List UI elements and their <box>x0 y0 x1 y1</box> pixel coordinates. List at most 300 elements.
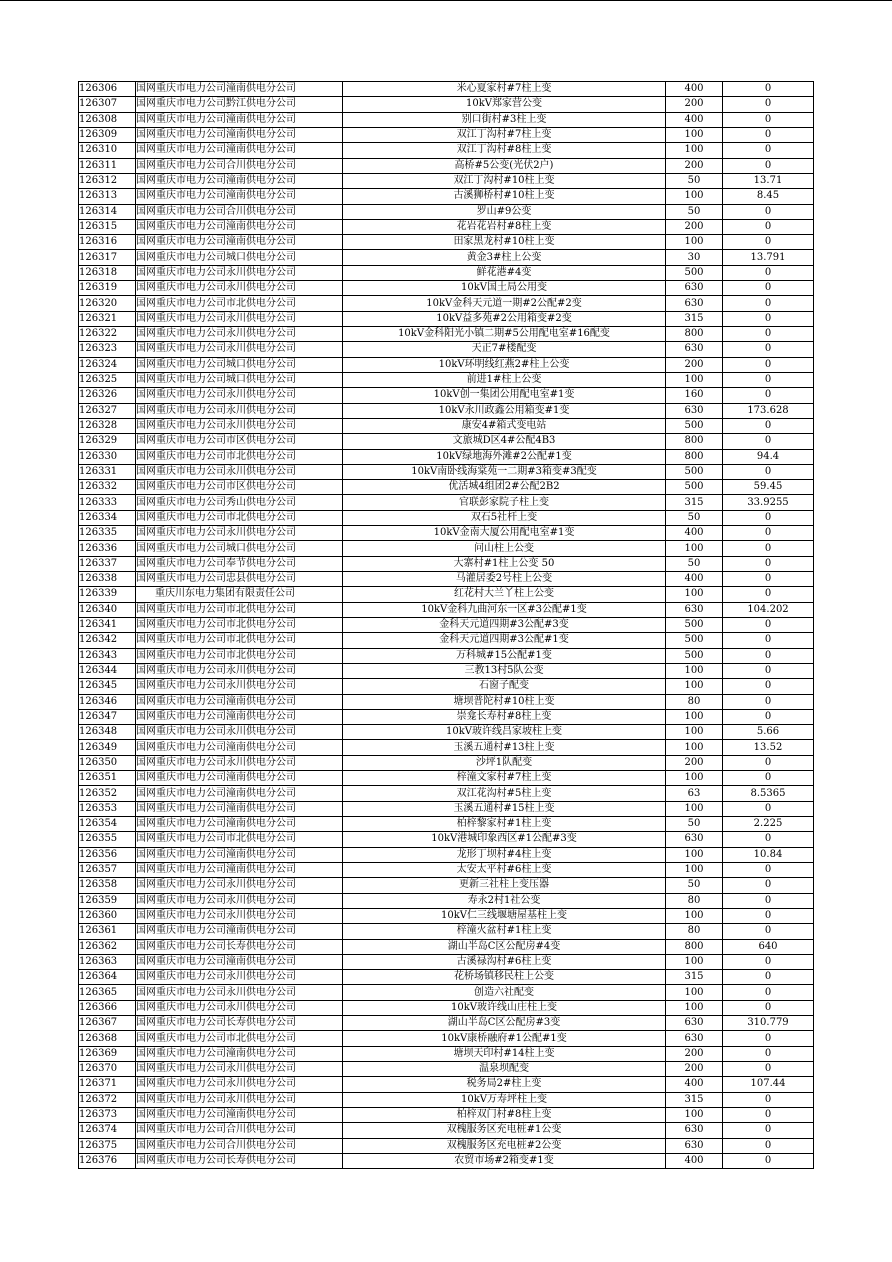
transformer-name-cell: 10kV永川政鑫公用箱变#1变 <box>343 403 666 418</box>
row-id-cell: 126361 <box>79 924 136 939</box>
capacity-cell: 100 <box>666 679 723 694</box>
row-id-cell: 126372 <box>79 1092 136 1107</box>
transformer-name-cell: 柏梓黎家村#1柱上变 <box>343 817 666 832</box>
table-row <box>79 1062 814 1077</box>
capacity-cell: 50 <box>666 510 723 525</box>
table-row <box>79 127 814 142</box>
capacity-cell: 200 <box>666 97 723 112</box>
row-id-cell: 126351 <box>79 771 136 786</box>
capacity-cell: 100 <box>666 862 723 877</box>
row-id-cell: 126321 <box>79 311 136 326</box>
value-cell: 0 <box>723 82 814 97</box>
row-id-cell: 126319 <box>79 281 136 296</box>
table-row <box>79 832 814 847</box>
company-cell: 国网重庆市电力公司潼南供电分公司 <box>136 924 343 939</box>
table-row <box>79 1138 814 1153</box>
value-cell: 0 <box>723 388 814 403</box>
value-cell: 0 <box>723 1107 814 1122</box>
table-row <box>79 158 814 173</box>
table-row <box>79 372 814 387</box>
company-cell: 国网重庆市电力公司黔江供电分公司 <box>136 97 343 112</box>
row-id-cell: 126345 <box>79 679 136 694</box>
value-cell: 0 <box>723 1000 814 1015</box>
transformer-name-cell: 罗山#9公变 <box>343 204 666 219</box>
company-cell: 国网重庆市电力公司永川供电分公司 <box>136 1092 343 1107</box>
row-id-cell: 126343 <box>79 648 136 663</box>
value-cell: 0 <box>723 617 814 632</box>
row-id-cell: 126335 <box>79 526 136 541</box>
capacity-cell: 800 <box>666 327 723 342</box>
row-id-cell: 126337 <box>79 556 136 571</box>
value-cell: 0 <box>723 1062 814 1077</box>
capacity-cell: 30 <box>666 250 723 265</box>
capacity-cell: 200 <box>666 219 723 234</box>
capacity-cell: 500 <box>666 265 723 280</box>
company-cell: 国网重庆市电力公司合川供电分公司 <box>136 1138 343 1153</box>
table-row <box>79 924 814 939</box>
capacity-cell: 100 <box>666 709 723 724</box>
capacity-cell: 50 <box>666 878 723 893</box>
capacity-cell: 630 <box>666 281 723 296</box>
transformer-name-cell: 天正7#楼配变 <box>343 342 666 357</box>
value-cell: 2.225 <box>723 817 814 832</box>
capacity-cell: 100 <box>666 372 723 387</box>
transformer-name-cell: 双江花沟村#5柱上变 <box>343 786 666 801</box>
company-cell: 国网重庆市电力公司奉节供电分公司 <box>136 556 343 571</box>
company-cell: 国网重庆市电力公司潼南供电分公司 <box>136 709 343 724</box>
capacity-cell: 500 <box>666 464 723 479</box>
value-cell: 0 <box>723 219 814 234</box>
row-id-cell: 126309 <box>79 127 136 142</box>
table-row <box>79 418 814 433</box>
company-cell: 国网重庆市电力公司潼南供电分公司 <box>136 817 343 832</box>
company-cell: 国网重庆市电力公司城口供电分公司 <box>136 250 343 265</box>
capacity-cell: 400 <box>666 526 723 541</box>
transformer-name-cell: 花岩花岩村#8柱上变 <box>343 219 666 234</box>
capacity-cell: 100 <box>666 663 723 678</box>
table-row <box>79 281 814 296</box>
value-cell: 0 <box>723 281 814 296</box>
company-cell: 国网重庆市电力公司潼南供电分公司 <box>136 954 343 969</box>
value-cell: 0 <box>723 1031 814 1046</box>
company-cell: 国网重庆市电力公司忠县供电分公司 <box>136 572 343 587</box>
transformer-name-cell: 文旅城D区4#公配4B3 <box>343 434 666 449</box>
company-cell: 国网重庆市电力公司永川供电分公司 <box>136 1062 343 1077</box>
capacity-cell: 400 <box>666 82 723 97</box>
table-row <box>79 755 814 770</box>
company-cell: 国网重庆市电力公司潼南供电分公司 <box>136 173 343 188</box>
row-id-cell: 126307 <box>79 97 136 112</box>
value-cell: 0 <box>723 311 814 326</box>
company-cell: 国网重庆市电力公司市北供电分公司 <box>136 633 343 648</box>
company-cell: 国网重庆市电力公司永川供电分公司 <box>136 755 343 770</box>
capacity-cell: 100 <box>666 127 723 142</box>
company-cell: 国网重庆市电力公司潼南供电分公司 <box>136 740 343 755</box>
capacity-cell: 400 <box>666 112 723 127</box>
transformer-name-cell: 塘坝普陀村#10柱上变 <box>343 694 666 709</box>
capacity-cell: 100 <box>666 725 723 740</box>
transformer-name-cell: 万科城#15公配#1变 <box>343 648 666 663</box>
row-id-cell: 126374 <box>79 1123 136 1138</box>
table-row <box>79 112 814 127</box>
value-cell: 10.84 <box>723 847 814 862</box>
company-cell: 国网重庆市电力公司潼南供电分公司 <box>136 235 343 250</box>
transformer-name-cell: 农贸市场#2箱变#1变 <box>343 1153 666 1168</box>
value-cell: 0 <box>723 648 814 663</box>
transformer-name-cell: 10kV环明线红燕2#柱上公变 <box>343 357 666 372</box>
value-cell: 104.202 <box>723 602 814 617</box>
value-cell: 0 <box>723 541 814 556</box>
capacity-cell: 630 <box>666 1016 723 1031</box>
company-cell: 国网重庆市电力公司潼南供电分公司 <box>136 862 343 877</box>
table-row <box>79 1107 814 1122</box>
company-cell: 国网重庆市电力公司永川供电分公司 <box>136 679 343 694</box>
table-row <box>79 82 814 97</box>
table-row <box>79 786 814 801</box>
table-row <box>79 694 814 709</box>
company-cell: 国网重庆市电力公司永川供电分公司 <box>136 464 343 479</box>
row-id-cell: 126364 <box>79 970 136 985</box>
table-row <box>79 893 814 908</box>
capacity-cell: 100 <box>666 587 723 602</box>
row-id-cell: 126315 <box>79 219 136 234</box>
company-cell: 国网重庆市电力公司合川供电分公司 <box>136 204 343 219</box>
table-row <box>79 679 814 694</box>
transformer-name-cell: 康安4#箱式变电站 <box>343 418 666 433</box>
capacity-cell: 100 <box>666 1107 723 1122</box>
capacity-cell: 400 <box>666 1153 723 1168</box>
capacity-cell: 315 <box>666 311 723 326</box>
value-cell: 0 <box>723 908 814 923</box>
row-id-cell: 126326 <box>79 388 136 403</box>
table-row <box>79 1077 814 1092</box>
table-row <box>79 495 814 510</box>
transformer-name-cell: 马灌居委2号柱上公变 <box>343 572 666 587</box>
row-id-cell: 126327 <box>79 403 136 418</box>
table-row <box>79 510 814 525</box>
capacity-cell: 400 <box>666 572 723 587</box>
table-row <box>79 541 814 556</box>
table-row <box>79 204 814 219</box>
transformer-name-cell: 金科天元道四期#3公配#1变 <box>343 633 666 648</box>
table-row <box>79 985 814 1000</box>
transformer-name-cell: 优活城4组团2#公配2B2 <box>343 480 666 495</box>
transformer-name-cell: 田家黑龙村#10柱上变 <box>343 235 666 250</box>
table-row <box>79 1031 814 1046</box>
transformer-name-cell: 官联彭家院子柱上变 <box>343 495 666 510</box>
value-cell: 13.71 <box>723 173 814 188</box>
table-row <box>79 342 814 357</box>
capacity-cell: 100 <box>666 541 723 556</box>
transformer-name-cell: 太安太平村#6柱上变 <box>343 862 666 877</box>
value-cell: 0 <box>723 235 814 250</box>
table-row <box>79 265 814 280</box>
row-id-cell: 126366 <box>79 1000 136 1015</box>
row-id-cell: 126368 <box>79 1031 136 1046</box>
capacity-cell: 160 <box>666 388 723 403</box>
row-id-cell: 126314 <box>79 204 136 219</box>
company-cell: 国网重庆市电力公司合川供电分公司 <box>136 158 343 173</box>
value-cell: 0 <box>723 878 814 893</box>
row-id-cell: 126331 <box>79 464 136 479</box>
row-id-cell: 126354 <box>79 817 136 832</box>
company-cell: 国网重庆市电力公司潼南供电分公司 <box>136 189 343 204</box>
row-id-cell: 126355 <box>79 832 136 847</box>
transformer-name-cell: 米心夏家村#7柱上变 <box>343 82 666 97</box>
row-id-cell: 126347 <box>79 709 136 724</box>
row-id-cell: 126365 <box>79 985 136 1000</box>
company-cell: 国网重庆市电力公司市北供电分公司 <box>136 1031 343 1046</box>
capacity-cell: 800 <box>666 449 723 464</box>
row-id-cell: 126323 <box>79 342 136 357</box>
value-cell: 0 <box>723 204 814 219</box>
row-id-cell: 126325 <box>79 372 136 387</box>
value-cell: 310.779 <box>723 1016 814 1031</box>
transformer-name-cell: 税务局2#柱上变 <box>343 1077 666 1092</box>
company-cell: 国网重庆市电力公司潼南供电分公司 <box>136 801 343 816</box>
row-id-cell: 126371 <box>79 1077 136 1092</box>
company-cell: 国网重庆市电力公司永川供电分公司 <box>136 281 343 296</box>
transformer-name-cell: 塘坝天印村#14柱上变 <box>343 1046 666 1061</box>
company-cell: 国网重庆市电力公司潼南供电分公司 <box>136 771 343 786</box>
value-cell: 0 <box>723 372 814 387</box>
company-cell: 国网重庆市电力公司市北供电分公司 <box>136 648 343 663</box>
table-row <box>79 633 814 648</box>
transformer-name-cell: 10kV金南大厦公用配电室#1变 <box>343 526 666 541</box>
table-row <box>79 709 814 724</box>
transformer-name-cell: 别口街村#3柱上变 <box>343 112 666 127</box>
capacity-cell: 630 <box>666 602 723 617</box>
transformer-name-cell: 柏梓双门村#8柱上变 <box>343 1107 666 1122</box>
row-id-cell: 126313 <box>79 189 136 204</box>
company-cell: 国网重庆市电力公司永川供电分公司 <box>136 893 343 908</box>
capacity-cell: 100 <box>666 235 723 250</box>
row-id-cell: 126320 <box>79 296 136 311</box>
row-id-cell: 126332 <box>79 480 136 495</box>
company-cell: 国网重庆市电力公司市北供电分公司 <box>136 296 343 311</box>
transformer-name-cell: 双江丁沟村#8柱上变 <box>343 143 666 158</box>
table-row <box>79 250 814 265</box>
table-row <box>79 847 814 862</box>
transformer-name-cell: 古溪狮桥村#10柱上变 <box>343 189 666 204</box>
company-cell: 国网重庆市电力公司市区供电分公司 <box>136 480 343 495</box>
company-cell: 国网重庆市电力公司潼南供电分公司 <box>136 112 343 127</box>
row-id-cell: 126341 <box>79 617 136 632</box>
table-row <box>79 434 814 449</box>
value-cell: 0 <box>723 633 814 648</box>
value-cell: 0 <box>723 1153 814 1168</box>
table-row <box>79 939 814 954</box>
row-id-cell: 126346 <box>79 694 136 709</box>
value-cell: 640 <box>723 939 814 954</box>
value-cell: 0 <box>723 556 814 571</box>
transformer-name-cell: 双江丁沟村#7柱上变 <box>343 127 666 142</box>
company-cell: 国网重庆市电力公司市区供电分公司 <box>136 434 343 449</box>
row-id-cell: 126317 <box>79 250 136 265</box>
value-cell: 0 <box>723 954 814 969</box>
value-cell: 0 <box>723 1138 814 1153</box>
transformer-name-cell: 10kV郑家营公变 <box>343 97 666 112</box>
capacity-cell: 100 <box>666 985 723 1000</box>
company-cell: 国网重庆市电力公司秀山供电分公司 <box>136 495 343 510</box>
capacity-cell: 100 <box>666 847 723 862</box>
company-cell: 国网重庆市电力公司永川供电分公司 <box>136 985 343 1000</box>
value-cell: 0 <box>723 265 814 280</box>
value-cell: 0 <box>723 1046 814 1061</box>
row-id-cell: 126312 <box>79 173 136 188</box>
transformer-name-cell: 前进1#柱上公变 <box>343 372 666 387</box>
transformer-name-cell: 10kV金科天元道一期#2公配#2变 <box>343 296 666 311</box>
company-cell: 国网重庆市电力公司潼南供电分公司 <box>136 786 343 801</box>
table-row <box>79 311 814 326</box>
capacity-cell: 100 <box>666 771 723 786</box>
table-row <box>79 1092 814 1107</box>
table-row <box>79 817 814 832</box>
capacity-cell: 200 <box>666 755 723 770</box>
capacity-cell: 630 <box>666 1031 723 1046</box>
transformer-name-cell: 更新三社柱上变压器 <box>343 878 666 893</box>
row-id-cell: 126310 <box>79 143 136 158</box>
transformer-name-cell: 寿永2村1社公变 <box>343 893 666 908</box>
value-cell: 0 <box>723 893 814 908</box>
row-id-cell: 126376 <box>79 1153 136 1168</box>
table-row <box>79 663 814 678</box>
transformer-name-cell: 三教13村5队公变 <box>343 663 666 678</box>
company-cell: 国网重庆市电力公司潼南供电分公司 <box>136 143 343 158</box>
row-id-cell: 126370 <box>79 1062 136 1077</box>
table-row <box>79 740 814 755</box>
value-cell: 0 <box>723 112 814 127</box>
value-cell: 0 <box>723 143 814 158</box>
page-top-rule <box>0 0 892 1</box>
transformer-name-cell: 梓潼火盆村#1柱上变 <box>343 924 666 939</box>
value-cell: 0 <box>723 526 814 541</box>
transformer-name-cell: 10kV南卧线海棠苑一二期#3箱变#3配变 <box>343 464 666 479</box>
company-cell: 国网重庆市电力公司永川供电分公司 <box>136 970 343 985</box>
capacity-cell: 500 <box>666 418 723 433</box>
value-cell: 0 <box>723 1092 814 1107</box>
value-cell: 13.791 <box>723 250 814 265</box>
transformer-name-cell: 古溪禄沟村#6柱上变 <box>343 954 666 969</box>
capacity-cell: 500 <box>666 648 723 663</box>
row-id-cell: 126363 <box>79 954 136 969</box>
capacity-cell: 100 <box>666 189 723 204</box>
value-cell: 0 <box>723 832 814 847</box>
row-id-cell: 126360 <box>79 908 136 923</box>
row-id-cell: 126308 <box>79 112 136 127</box>
table-row <box>79 572 814 587</box>
transformer-name-cell: 10kV金科九曲河东一区#3公配#1变 <box>343 602 666 617</box>
transformer-name-cell: 湖山半岛C区公配房#4变 <box>343 939 666 954</box>
value-cell: 0 <box>723 158 814 173</box>
transformer-name-cell: 金科天元道四期#3公配#3变 <box>343 617 666 632</box>
capacity-cell: 200 <box>666 158 723 173</box>
value-cell: 0 <box>723 97 814 112</box>
transformer-name-cell: 双槐服务区充电桩#2公变 <box>343 1138 666 1153</box>
row-id-cell: 126359 <box>79 893 136 908</box>
row-id-cell: 126353 <box>79 801 136 816</box>
value-cell: 8.5365 <box>723 786 814 801</box>
row-id-cell: 126339 <box>79 587 136 602</box>
company-cell: 国网重庆市电力公司永川供电分公司 <box>136 908 343 923</box>
value-cell: 0 <box>723 572 814 587</box>
capacity-cell: 500 <box>666 633 723 648</box>
row-id-cell: 126306 <box>79 82 136 97</box>
company-cell: 国网重庆市电力公司永川供电分公司 <box>136 388 343 403</box>
transformer-name-cell: 沙坪1队配变 <box>343 755 666 770</box>
value-cell: 0 <box>723 357 814 372</box>
table-row <box>79 1046 814 1061</box>
transformer-name-cell: 双江丁沟村#10柱上变 <box>343 173 666 188</box>
value-cell: 0 <box>723 970 814 985</box>
company-cell: 国网重庆市电力公司市北供电分公司 <box>136 449 343 464</box>
table-row <box>79 235 814 250</box>
row-id-cell: 126330 <box>79 449 136 464</box>
capacity-cell: 100 <box>666 908 723 923</box>
capacity-cell: 100 <box>666 740 723 755</box>
value-cell: 8.45 <box>723 189 814 204</box>
transformer-name-cell: 鲜花港#4变 <box>343 265 666 280</box>
capacity-cell: 630 <box>666 296 723 311</box>
transformer-name-cell: 10kV创一集团公用配电室#1变 <box>343 388 666 403</box>
value-cell: 0 <box>723 924 814 939</box>
capacity-cell: 315 <box>666 1092 723 1107</box>
company-cell: 国网重庆市电力公司潼南供电分公司 <box>136 1046 343 1061</box>
company-cell: 国网重庆市电力公司城口供电分公司 <box>136 372 343 387</box>
capacity-cell: 630 <box>666 832 723 847</box>
row-id-cell: 126336 <box>79 541 136 556</box>
transformer-name-cell: 大寨村#1柱上公变 50 <box>343 556 666 571</box>
transformer-name-cell: 梓潼文家村#7柱上变 <box>343 771 666 786</box>
table-row <box>79 296 814 311</box>
company-cell: 国网重庆市电力公司合川供电分公司 <box>136 1123 343 1138</box>
company-cell: 国网重庆市电力公司永川供电分公司 <box>136 418 343 433</box>
company-cell: 国网重庆市电力公司潼南供电分公司 <box>136 219 343 234</box>
company-cell: 国网重庆市电力公司市北供电分公司 <box>136 510 343 525</box>
value-cell: 0 <box>723 434 814 449</box>
row-id-cell: 126318 <box>79 265 136 280</box>
capacity-cell: 200 <box>666 1062 723 1077</box>
transformer-name-cell: 10kV玻许线吕家坡柱上变 <box>343 725 666 740</box>
row-id-cell: 126373 <box>79 1107 136 1122</box>
row-id-cell: 126348 <box>79 725 136 740</box>
row-id-cell: 126362 <box>79 939 136 954</box>
table-row <box>79 725 814 740</box>
value-cell: 0 <box>723 985 814 1000</box>
company-cell: 国网重庆市电力公司永川供电分公司 <box>136 265 343 280</box>
row-id-cell: 126356 <box>79 847 136 862</box>
transformer-name-cell: 龙形丁坝村#4柱上变 <box>343 847 666 862</box>
transformer-name-cell: 石窗子配变 <box>343 679 666 694</box>
row-id-cell: 126338 <box>79 572 136 587</box>
transformer-name-cell: 玉溪五通村#13柱上变 <box>343 740 666 755</box>
transformer-name-cell: 问山柱上公变 <box>343 541 666 556</box>
row-id-cell: 126369 <box>79 1046 136 1061</box>
row-id-cell: 126350 <box>79 755 136 770</box>
company-cell: 国网重庆市电力公司潼南供电分公司 <box>136 694 343 709</box>
table-row <box>79 1016 814 1031</box>
row-id-cell: 126342 <box>79 633 136 648</box>
table-row <box>79 189 814 204</box>
company-cell: 国网重庆市电力公司长寿供电分公司 <box>136 1153 343 1168</box>
company-cell: 国网重庆市电力公司潼南供电分公司 <box>136 127 343 142</box>
company-cell: 重庆川东电力集团有限责任公司 <box>136 587 343 602</box>
capacity-cell: 200 <box>666 1046 723 1061</box>
value-cell: 0 <box>723 862 814 877</box>
company-cell: 国网重庆市电力公司永川供电分公司 <box>136 725 343 740</box>
row-id-cell: 126340 <box>79 602 136 617</box>
company-cell: 国网重庆市电力公司长寿供电分公司 <box>136 939 343 954</box>
